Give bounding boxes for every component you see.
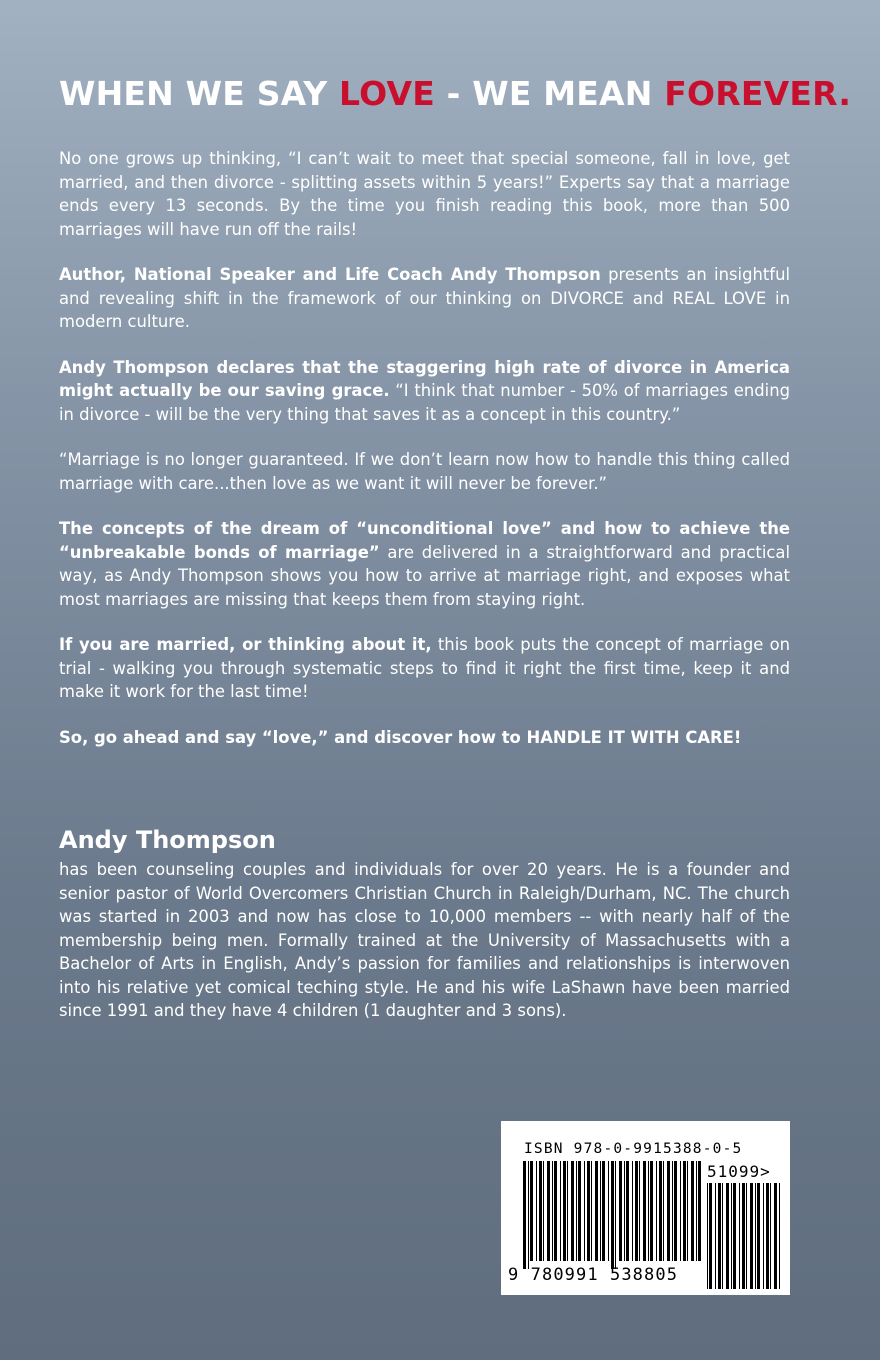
barcode-bar bbox=[774, 1183, 777, 1289]
barcode-bar bbox=[750, 1183, 753, 1289]
barcode-bar bbox=[554, 1161, 557, 1261]
paragraph-concepts-text: are delivered in a straightforward and practical way, as Andy Thompson shows you how to arrive at marriage right, and exposes what most marriages are missing that keeps them from staying right. bbox=[59, 542, 790, 609]
paragraph-author-intro bbox=[59, 263, 790, 334]
barcode-bar bbox=[552, 1161, 553, 1261]
paragraph-concepts-bold: The concepts of the dream of “unconditional love” and how to achieve the “unbreakable bonds of marriage” bbox=[59, 519, 790, 562]
paragraph-concepts bbox=[59, 517, 790, 611]
barcode-bar bbox=[584, 1161, 585, 1261]
barcode-bar bbox=[722, 1183, 723, 1289]
barcode-bar bbox=[578, 1161, 581, 1261]
barcode-bar bbox=[667, 1161, 670, 1261]
barcode-bar bbox=[543, 1161, 544, 1261]
barcode-bar bbox=[571, 1161, 574, 1261]
barcode-bar bbox=[757, 1183, 760, 1289]
barcode-bar bbox=[683, 1161, 686, 1261]
barcode-bar bbox=[643, 1161, 646, 1261]
barcode-bar bbox=[656, 1161, 657, 1261]
barcode-bar bbox=[779, 1183, 780, 1289]
barcode-bar bbox=[691, 1161, 694, 1261]
barcode-bar bbox=[563, 1161, 566, 1261]
headline-forever: FOREVER. bbox=[664, 74, 852, 113]
barcode-bar bbox=[528, 1161, 529, 1269]
barcode-bar bbox=[576, 1161, 577, 1261]
barcode-bar bbox=[731, 1183, 732, 1289]
barcode-bar bbox=[680, 1161, 681, 1261]
barcode-bar bbox=[615, 1161, 616, 1269]
paragraph-intro: No one grows up thinking, “I can’t wait to meet that special someone, fall in love, get married, and then divorce - splitting assets within 5 years!” Experts say that a marriage ends every 13 seconds. By the time you finish reading this book, more than 500 marriages will have run off the rails! bbox=[59, 149, 790, 239]
barcode-bar bbox=[715, 1183, 716, 1289]
barcode-bar bbox=[632, 1161, 633, 1261]
barcode-bar bbox=[709, 1183, 712, 1289]
barcode-bar bbox=[663, 1161, 664, 1261]
barcode-bar bbox=[726, 1183, 729, 1289]
paragraph-quote: “Marriage is no longer guaranteed. If we don’t learn now how to handle this thing called marriage with care...then love as we want it will never be forever.” bbox=[59, 450, 790, 493]
barcode-bar bbox=[530, 1161, 533, 1261]
barcode-bar bbox=[648, 1161, 649, 1261]
barcode-bar bbox=[523, 1161, 526, 1269]
barcode-bar bbox=[595, 1161, 598, 1261]
barcode-bar bbox=[619, 1161, 622, 1261]
paragraph-married bbox=[59, 633, 790, 704]
barcode-bar bbox=[763, 1183, 764, 1289]
barcode-bar bbox=[611, 1161, 614, 1269]
paragraph-declaration-bold: Andy Thompson declares that the staggering high rate of divorce in America might actually be our saving grace. bbox=[59, 357, 790, 400]
barcode-bar bbox=[624, 1161, 625, 1261]
barcode-bar bbox=[687, 1161, 688, 1261]
barcode-bar bbox=[707, 1183, 708, 1289]
paragraph-closing-bold: So, go ahead and say “love,” and discover how to HANDLE IT WITH CARE! bbox=[59, 727, 742, 747]
barcode-bar bbox=[659, 1161, 662, 1261]
barcode-bar bbox=[539, 1161, 542, 1261]
isbn-text: ISBN 978-0-9915388-0-5 bbox=[524, 1141, 743, 1157]
barcode-bar bbox=[560, 1161, 561, 1261]
paragraph-closing bbox=[59, 726, 790, 750]
barcode-bar bbox=[766, 1183, 769, 1289]
paragraph-author-intro-bold: Author, National Speaker and Life Coach Andy Thompson bbox=[59, 265, 601, 284]
headline bbox=[59, 74, 852, 113]
price-code: 51099> bbox=[707, 1162, 771, 1181]
paragraph-author-intro-text: presents an insightful and revealing shift in the framework of our thinking on DIVORCE and REAL LOVE in modern culture. bbox=[59, 265, 791, 331]
barcode-bar bbox=[672, 1161, 673, 1261]
barcode-bar bbox=[733, 1183, 736, 1289]
barcode-bar bbox=[742, 1183, 745, 1289]
barcode-bar bbox=[608, 1161, 609, 1261]
barcode-bar bbox=[698, 1161, 701, 1261]
barcode-bar bbox=[536, 1161, 537, 1261]
barcode-bar bbox=[739, 1183, 740, 1289]
barcode-bar bbox=[755, 1183, 756, 1289]
barcode-bar bbox=[696, 1161, 697, 1261]
barcode-bar bbox=[746, 1183, 747, 1289]
paragraph-married-bold: If you are married, or thinking about it, bbox=[59, 635, 432, 654]
barcode-bar bbox=[547, 1161, 550, 1261]
isbn-barcode bbox=[501, 1121, 790, 1295]
barcode-bar bbox=[591, 1161, 592, 1261]
barcode-bar bbox=[600, 1161, 601, 1261]
barcode-bar bbox=[770, 1183, 771, 1289]
book-description bbox=[59, 147, 790, 771]
barcode-bar bbox=[602, 1161, 605, 1261]
barcode-bar bbox=[718, 1183, 721, 1289]
headline-part2: - WE MEAN bbox=[434, 74, 665, 113]
author-name: Andy Thompson bbox=[59, 826, 276, 854]
barcode-bar bbox=[587, 1161, 590, 1261]
ean-number: 9 780991 538805 bbox=[508, 1265, 679, 1285]
barcode-bar bbox=[626, 1161, 629, 1261]
author-bio: has been counseling couples and individuals for over 20 years. He is a founder and senior pastor of World Overcomers Christian Church in Raleigh/Durham, NC. The church was started in 2003 and now has close to 10,000 members -- with nearly half of the membership being men. Formally trained at the University of Massachusetts with a Bachelor of Arts in English, Andy’s passion for families and relationships is interwoven into his relative yet comical teching style. He and his wife LaShawn have been married since 1991 and they have 4 children (1 daughter and 3 sons). bbox=[59, 860, 790, 1020]
barcode-bar bbox=[635, 1161, 638, 1261]
barcode-bar bbox=[650, 1161, 653, 1261]
barcode-bar bbox=[639, 1161, 640, 1261]
paragraph-declaration bbox=[59, 356, 790, 427]
headline-love: LOVE bbox=[339, 74, 435, 113]
barcode-bar bbox=[674, 1161, 677, 1261]
paragraph-declaration-text: “I think that number - 50% of marriages ending in divorce - will be the very thing that saves it as a concept in this country.” bbox=[59, 381, 790, 424]
barcode-bar bbox=[567, 1161, 568, 1261]
paragraph-married-text: this book puts the concept of marriage on trial - walking you through systematic steps to find it right the first time, keep it and make it work for the last time! bbox=[59, 635, 790, 701]
headline-part1: WHEN WE SAY bbox=[59, 74, 340, 113]
